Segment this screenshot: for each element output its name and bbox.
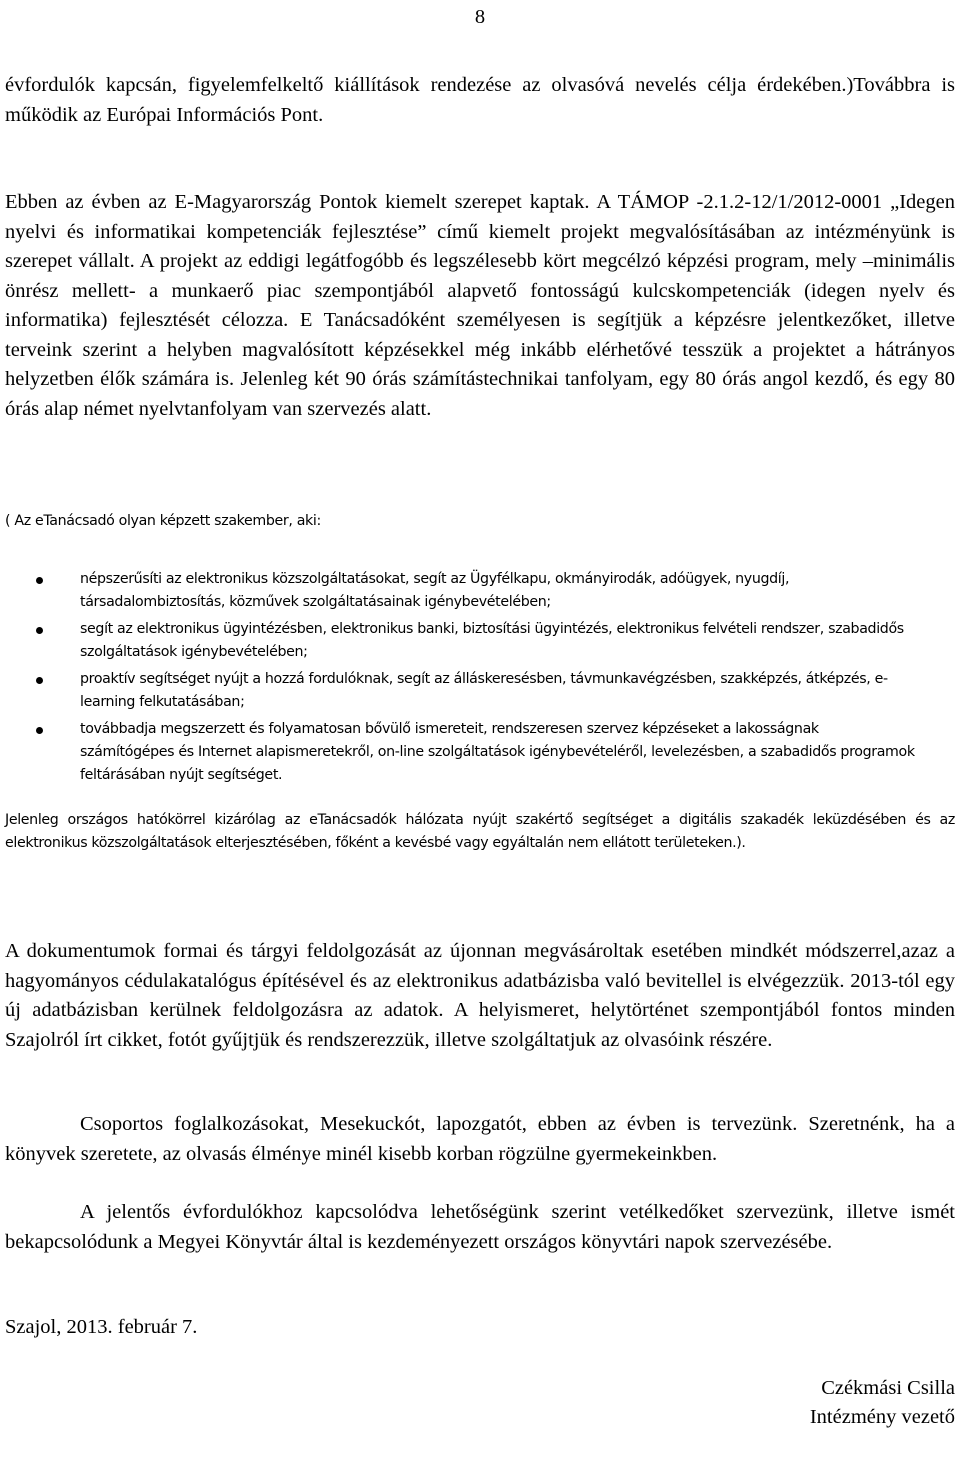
page-number: 8 bbox=[474, 6, 486, 28]
bullet-icon bbox=[36, 727, 43, 734]
etanacsado-network-note: Jelenleg országos hatókörrel kizárólag az eTanácsadók hálózata nyújt szakértő segítséget a digitális szakadék leküzdésében és az elektronikus közszolgáltatások elterjesztésében, főként a kevésbé vagy egyáltalán nem ellátott területeken.). bbox=[5, 812, 955, 851]
list-item bbox=[36, 718, 916, 787]
paragraph-tamop-project: Ebben az évben az E-Magyarország Pontok kiemelt szerepet kaptak. A TÁMOP -2.1.2-12/1/2012-0001 „Idegen nyelvi és informatikai kompetenciák fejlesztése” című kiemelt projekt megvalósításában az intézményünk is szerepet vállalt. A projekt az eddigi legátfogóbb és legszélesebb kört megcélzó képzési program, mely –minimális önrész mellett- a munkaerő piac szempontjából alapvető fontosságú kulcskompetenciák (idegen nyelv és informatika) fejlesztését célozza. E Tanácsadóként személyesen is segítjük a képzésre jelentkezőket, illetve terveink szerint a helyben magvalósított képzésekkel még inkább elérhetővé tesszük a projektet a hátrányos helyzetben élők számára is. Jelenleg két 90 órás számítástechnikai tanfolyam, egy 80 órás angol kezdő, és egy 80 órás alap német nyelvtanfolyam van szervezés alatt. bbox=[5, 191, 955, 420]
list-item bbox=[36, 568, 916, 614]
place-and-date: Szajol, 2013. február 7. bbox=[5, 1316, 198, 1338]
signature-name: Czékmási Csilla bbox=[821, 1377, 955, 1399]
paragraph-cataloguing: A dokumentumok formai és tárgyi feldolgozását az újonnan megvásároltak esetében mindkét módszerrel,azaz a hagyományos cédulakatalógus építésével és az elektronikus adatbázisba való bevitellel is elvégezzük. 2013-tól egy új adatbázisban kerülnek feldolgozásra az adatok. A helyismeret, helytörténet szempontjából fontos minden Szajolról írt cikket, fotót gyűjtjük és rendszerezzük, illetve szolgáltatjuk az olvasóink részére. bbox=[5, 940, 955, 1051]
paragraph-activities: Csoportos foglalkozásokat, Mesekuckót, lapozgatót, ebben az évben is tervezünk. Szeretnénk, ha a könyvek szeretete, az olvasás élménye minél kisebb korban rögzülne gyermekeinkben. bbox=[5, 1113, 955, 1165]
etanacsado-intro: ( Az eTanácsadó olyan képzett szakember, aki: bbox=[5, 513, 321, 529]
paragraph-events: évfordulók kapcsán, figyelemfelkeltő kiállítások rendezése az olvasóvá nevelés célja érdekében.)Továbbra is működik az Európai Információs Pont. bbox=[5, 74, 955, 126]
list-item-text: népszerűsíti az elektronikus közszolgáltatásokat, segít az Ügyfélkapu, okmányirodák, adóügyek, nyugdíj, társadalombiztosítás, közművek szolgáltatásainak igénybevételében; bbox=[80, 571, 790, 610]
bullet-icon bbox=[36, 627, 43, 634]
list-item bbox=[36, 668, 916, 714]
signature-title: Intézmény vezető bbox=[809, 1406, 955, 1428]
bullet-icon bbox=[36, 677, 43, 684]
list-item bbox=[36, 618, 916, 664]
list-item-text: továbbadja megszerzett és folyamatosan bővülő ismereteit, rendszeresen szervez képzéseket a lakosságnak számítógépes és Internet alapismeretekről, on-line szolgáltatások igénybevételéről, levelezésben, a szabadidős programok feltárásában nyújt segítséget. bbox=[80, 721, 915, 783]
list-item-text: segít az elektronikus ügyintézésben, elektronikus banki, biztosítási ügyintézés, elektronikus felvételi rendszer, szabadidős szolgáltatások igénybevételében; bbox=[80, 621, 904, 660]
paragraph-anniversaries: A jelentős évfordulókhoz kapcsolódva lehetőségünk szerint vetélkedőket szervezünk, illetve ismét bekapcsolódunk a Megyei Könyvtár által is kezdeményezett országos könyvtári napok szervezésébe. bbox=[5, 1201, 955, 1253]
list-item-text: proaktív segítséget nyújt a hozzá fordulóknak, segít az álláskeresésben, távmunkavégzésben, szakképzés, átképzés, e-learning felkutatásában; bbox=[80, 671, 888, 710]
etanacsado-duties-list bbox=[36, 568, 916, 787]
bullet-icon bbox=[36, 577, 43, 584]
